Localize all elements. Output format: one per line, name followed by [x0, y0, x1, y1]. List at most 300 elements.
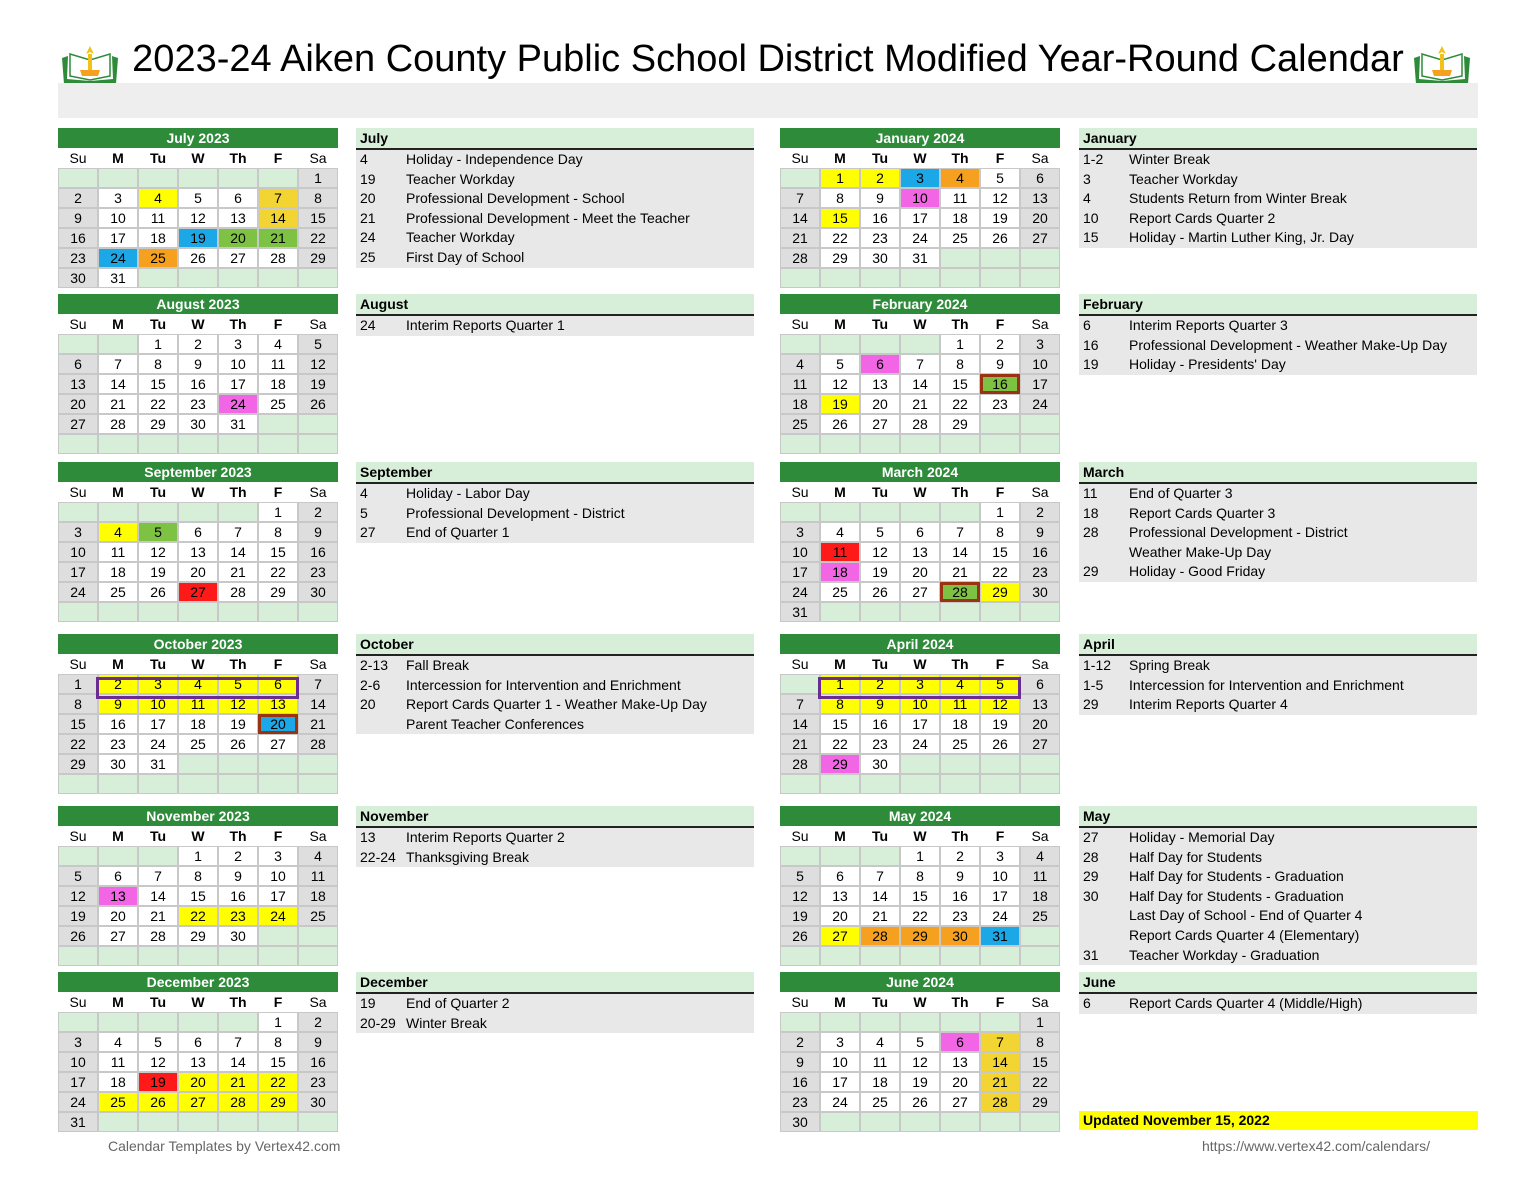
day-cell: 23: [860, 228, 900, 248]
weekday-label: Sa: [1031, 316, 1049, 332]
empty-cell: [860, 502, 900, 522]
day-grid: [58, 168, 338, 288]
empty-cell: [940, 774, 980, 794]
day-cell: 27: [940, 1092, 980, 1112]
events-month-header: July: [356, 128, 754, 150]
day-cell: 14: [218, 1052, 258, 1072]
event-row: [356, 523, 754, 543]
day-cell: 18: [940, 714, 980, 734]
day-cell: 12: [980, 694, 1020, 714]
event-date: 1-12: [1083, 657, 1112, 673]
day-cell: 24: [258, 906, 298, 926]
day-cell: 4: [98, 1032, 138, 1052]
day-cell: 9: [218, 866, 258, 886]
month-header: September 2023: [58, 462, 338, 482]
day-cell: 28: [780, 248, 820, 268]
day-cell: 23: [218, 906, 258, 926]
day-cell: 21: [940, 562, 980, 582]
empty-cell: [98, 846, 138, 866]
weekday-label: Tu: [149, 656, 167, 672]
empty-cell: [258, 268, 298, 288]
event-date: 4: [1083, 190, 1091, 207]
day-cell: 24: [900, 228, 940, 248]
day-cell: 10: [218, 354, 258, 374]
event-description: Holiday - Good Friday: [1129, 563, 1266, 580]
day-cell: 13: [58, 374, 98, 394]
day-cell: 24: [138, 734, 178, 754]
empty-cell: [258, 926, 298, 946]
empty-cell: [258, 602, 298, 622]
day-cell: 6: [178, 522, 218, 542]
event-description: Report Cards Quarter 4 (Elementary): [1129, 926, 1360, 943]
empty-cell: [258, 946, 298, 966]
day-cell: 9: [860, 694, 900, 714]
weekday-label: M: [112, 994, 124, 1010]
day-cell: 8: [298, 188, 338, 208]
day-cell: 6: [58, 354, 98, 374]
empty-cell: [298, 926, 338, 946]
day-cell: 8: [1020, 1032, 1060, 1052]
weekday-label: Tu: [149, 484, 167, 500]
empty-cell: [258, 168, 298, 188]
events-list: [356, 994, 754, 1033]
weekday-label: Tu: [149, 828, 167, 844]
empty-cell: [98, 602, 138, 622]
weekday-label: Su: [791, 828, 809, 844]
day-cell: 18: [298, 886, 338, 906]
event-row: [1079, 887, 1477, 907]
day-cell: 9: [780, 1052, 820, 1072]
event-date: 21: [360, 209, 376, 226]
event-row: [1079, 189, 1477, 209]
day-cell: 30: [860, 754, 900, 774]
day-cell: 21: [258, 228, 298, 248]
day-cell: 12: [58, 886, 98, 906]
day-cell: 22: [178, 906, 218, 926]
day-cell: 17: [900, 208, 940, 228]
day-cell: 22: [980, 562, 1020, 582]
day-cell: 12: [980, 188, 1020, 208]
event-date: 24: [360, 317, 376, 333]
day-cell: 23: [780, 1092, 820, 1112]
day-cell: 17: [138, 714, 178, 734]
day-grid: [58, 846, 338, 966]
empty-cell: [298, 414, 338, 434]
event-date: 13: [360, 829, 376, 845]
events-month-header: September: [356, 462, 754, 484]
day-cell: 19: [138, 562, 178, 582]
day-cell: 22: [1020, 1072, 1060, 1092]
credit-left-link[interactable]: Calendar Templates by Vertex42.com: [108, 1138, 341, 1154]
weekday-label: Sa: [1031, 656, 1049, 672]
day-cell: 14: [980, 1052, 1020, 1072]
event-description: Last Day of School - End of Quarter 4: [1129, 907, 1363, 924]
day-cell: 11: [178, 694, 218, 714]
day-cell: 3: [900, 674, 940, 694]
empty-cell: [138, 774, 178, 794]
day-cell: 21: [780, 228, 820, 248]
day-cell: 19: [980, 714, 1020, 734]
day-cell: 28: [98, 414, 138, 434]
weekday-header: [780, 992, 1060, 1012]
day-cell: 4: [298, 846, 338, 866]
month-header: February 2024: [780, 294, 1060, 314]
day-cell: 5: [138, 522, 178, 542]
day-cell: 23: [298, 1072, 338, 1092]
event-row: [1079, 523, 1477, 543]
day-cell: 9: [58, 208, 98, 228]
day-cell: 21: [98, 394, 138, 414]
day-cell: 12: [138, 542, 178, 562]
day-cell: 31: [218, 414, 258, 434]
month-events: [356, 294, 754, 336]
day-cell: 5: [298, 334, 338, 354]
event-row: [1079, 906, 1477, 926]
day-cell: 27: [178, 1092, 218, 1112]
month-events: [356, 806, 754, 867]
day-cell: 25: [860, 1092, 900, 1112]
weekday-header: [780, 482, 1060, 502]
empty-cell: [218, 754, 258, 774]
weekday-header: [58, 482, 338, 502]
day-cell: 29: [900, 926, 940, 946]
empty-cell: [298, 268, 338, 288]
day-cell: 18: [780, 394, 820, 414]
weekday-label: F: [273, 656, 283, 672]
empty-cell: [860, 946, 900, 966]
day-cell: 17: [58, 1072, 98, 1092]
day-cell: 29: [138, 414, 178, 434]
day-cell: 7: [218, 522, 258, 542]
day-cell: 22: [900, 906, 940, 926]
day-cell: 3: [218, 334, 258, 354]
empty-cell: [138, 846, 178, 866]
events-list: [356, 656, 754, 734]
weekday-label: Tu: [149, 994, 167, 1010]
month-calendar: [58, 806, 338, 966]
day-cell: 27: [178, 582, 218, 602]
day-cell: 23: [58, 248, 98, 268]
month-calendar: [780, 462, 1060, 622]
month-calendar: [780, 972, 1060, 1132]
day-cell: 2: [860, 674, 900, 694]
weekday-label: Tu: [149, 150, 167, 166]
day-grid: [58, 334, 338, 454]
event-date: 29: [1083, 696, 1099, 713]
weekday-label: Su: [791, 150, 809, 166]
day-cell: 6: [258, 674, 298, 694]
day-cell: 5: [860, 522, 900, 542]
day-cell: 10: [820, 1052, 860, 1072]
day-cell: 13: [1020, 188, 1060, 208]
day-cell: 13: [860, 374, 900, 394]
day-cell: 2: [218, 846, 258, 866]
events-month-header: February: [1079, 294, 1477, 316]
month-events: [356, 972, 754, 1033]
month-calendar: [780, 294, 1060, 454]
day-cell: 5: [900, 1032, 940, 1052]
day-cell: 13: [218, 208, 258, 228]
day-cell: 11: [820, 542, 860, 562]
day-cell: 3: [58, 1032, 98, 1052]
empty-cell: [218, 602, 258, 622]
empty-cell: [138, 168, 178, 188]
event-date: 22-24: [360, 848, 396, 865]
day-cell: 21: [138, 906, 178, 926]
day-cell: 28: [218, 582, 258, 602]
month-events: [1079, 294, 1477, 375]
event-date: 20: [360, 190, 376, 207]
day-cell: 15: [900, 886, 940, 906]
day-cell: 26: [138, 582, 178, 602]
day-cell: 4: [98, 522, 138, 542]
day-cell: 2: [178, 334, 218, 354]
day-cell: 12: [178, 208, 218, 228]
event-row: [1079, 355, 1477, 375]
weekday-label: Th: [229, 316, 247, 332]
event-date: 1-2: [1083, 151, 1104, 167]
empty-cell: [178, 268, 218, 288]
empty-cell: [178, 946, 218, 966]
day-cell: 6: [218, 188, 258, 208]
day-cell: 16: [980, 374, 1020, 394]
empty-cell: [218, 434, 258, 454]
day-cell: 3: [780, 522, 820, 542]
day-cell: 27: [258, 734, 298, 754]
day-cell: 14: [138, 886, 178, 906]
event-description: Holiday - Independence Day: [406, 151, 583, 167]
day-cell: 7: [138, 866, 178, 886]
day-cell: 8: [138, 354, 178, 374]
day-cell: 19: [900, 1072, 940, 1092]
empty-cell: [780, 268, 820, 288]
day-cell: 4: [178, 674, 218, 694]
day-cell: 17: [820, 1072, 860, 1092]
weekday-label: Th: [951, 828, 969, 844]
day-cell: 29: [178, 926, 218, 946]
empty-cell: [138, 1012, 178, 1032]
day-cell: 16: [780, 1072, 820, 1092]
month-calendar: [58, 294, 338, 454]
weekday-label: F: [995, 484, 1005, 500]
weekday-label: Th: [229, 656, 247, 672]
day-cell: 10: [1020, 354, 1060, 374]
day-cell: 20: [178, 1072, 218, 1092]
day-cell: 22: [258, 562, 298, 582]
empty-cell: [178, 502, 218, 522]
empty-cell: [98, 1112, 138, 1132]
weekday-header: [58, 992, 338, 1012]
day-cell: 29: [1020, 1092, 1060, 1112]
day-cell: 2: [98, 674, 138, 694]
day-cell: 30: [298, 1092, 338, 1112]
day-cell: 29: [820, 248, 860, 268]
day-cell: 19: [980, 208, 1020, 228]
day-cell: 30: [178, 414, 218, 434]
event-row: [356, 170, 754, 190]
weekday-label: M: [834, 484, 846, 500]
day-cell: 19: [780, 906, 820, 926]
day-cell: 14: [900, 374, 940, 394]
weekday-label: Su: [69, 316, 87, 332]
day-cell: 3: [58, 522, 98, 542]
day-cell: 31: [780, 602, 820, 622]
title-underline-band: [58, 83, 1478, 118]
day-cell: 25: [98, 1092, 138, 1112]
empty-cell: [980, 414, 1020, 434]
weekday-label: M: [834, 656, 846, 672]
events-list: [1079, 316, 1477, 375]
day-cell: 10: [138, 694, 178, 714]
day-cell: 24: [98, 248, 138, 268]
empty-cell: [58, 602, 98, 622]
day-cell: 10: [780, 542, 820, 562]
day-cell: 25: [780, 414, 820, 434]
day-cell: 10: [58, 542, 98, 562]
day-cell: 30: [940, 926, 980, 946]
day-cell: 18: [178, 714, 218, 734]
empty-cell: [58, 774, 98, 794]
day-grid: [780, 334, 1060, 454]
event-row: [1079, 150, 1477, 170]
weekday-header: [58, 826, 338, 846]
empty-cell: [780, 846, 820, 866]
event-row: [356, 504, 754, 524]
day-cell: 26: [980, 734, 1020, 754]
day-cell: 8: [940, 354, 980, 374]
day-cell: 24: [820, 1092, 860, 1112]
day-cell: 1: [138, 334, 178, 354]
empty-cell: [900, 774, 940, 794]
event-date: 4: [360, 151, 368, 167]
event-date: 16: [1083, 336, 1099, 353]
empty-cell: [900, 946, 940, 966]
empty-cell: [178, 434, 218, 454]
day-cell: 15: [138, 374, 178, 394]
day-cell: 4: [940, 674, 980, 694]
empty-cell: [1020, 1112, 1060, 1132]
day-cell: 2: [1020, 502, 1060, 522]
weekday-label: F: [273, 150, 283, 166]
events-month-header: October: [356, 634, 754, 656]
empty-cell: [780, 168, 820, 188]
event-date: 11: [1083, 485, 1098, 501]
weekday-label: W: [913, 656, 927, 672]
events-list: [356, 484, 754, 543]
empty-cell: [780, 502, 820, 522]
credit-right-link[interactable]: https://www.vertex42.com/calendars/: [1202, 1138, 1430, 1154]
empty-cell: [980, 248, 1020, 268]
month-events: [1079, 806, 1477, 965]
empty-cell: [980, 434, 1020, 454]
day-cell: 6: [1020, 168, 1060, 188]
day-cell: 20: [258, 714, 298, 734]
event-row: [356, 828, 754, 848]
weekday-label: F: [995, 150, 1005, 166]
day-cell: 12: [138, 1052, 178, 1072]
events-list: [356, 150, 754, 268]
day-cell: 24: [218, 394, 258, 414]
event-description: Teacher Workday: [406, 229, 515, 246]
day-grid: [58, 502, 338, 622]
event-row: [356, 248, 754, 268]
day-cell: 1: [258, 1012, 298, 1032]
day-cell: 2: [940, 846, 980, 866]
empty-cell: [298, 754, 338, 774]
weekday-header: [58, 314, 338, 334]
day-cell: 23: [98, 734, 138, 754]
event-description: Winter Break: [1129, 151, 1210, 167]
day-cell: 3: [258, 846, 298, 866]
day-cell: 26: [820, 414, 860, 434]
day-cell: 8: [258, 1032, 298, 1052]
empty-cell: [820, 434, 860, 454]
weekday-label: W: [913, 994, 927, 1010]
month-calendar: [780, 128, 1060, 288]
weekday-label: Sa: [309, 484, 327, 500]
empty-cell: [98, 946, 138, 966]
day-cell: 19: [298, 374, 338, 394]
empty-cell: [1020, 754, 1060, 774]
day-cell: 13: [900, 542, 940, 562]
day-cell: 7: [780, 694, 820, 714]
weekday-label: W: [913, 484, 927, 500]
event-date: [1079, 906, 1129, 926]
month-header: April 2024: [780, 634, 1060, 654]
day-cell: 16: [98, 714, 138, 734]
empty-cell: [940, 946, 980, 966]
event-description: Report Cards Quarter 4 (Middle/High): [1129, 995, 1363, 1011]
month-calendar: [58, 634, 338, 794]
month-events: [1079, 128, 1477, 248]
day-cell: 15: [258, 542, 298, 562]
event-date: 10: [1083, 209, 1099, 226]
day-cell: 21: [860, 906, 900, 926]
day-cell: 15: [980, 542, 1020, 562]
day-cell: 5: [58, 866, 98, 886]
event-description: Holiday - Memorial Day: [1129, 829, 1275, 845]
weekday-label: W: [191, 828, 205, 844]
day-cell: 19: [138, 1072, 178, 1092]
day-cell: 16: [298, 1052, 338, 1072]
day-cell: 16: [178, 374, 218, 394]
day-cell: 4: [138, 188, 178, 208]
day-cell: 13: [98, 886, 138, 906]
day-cell: 15: [940, 374, 980, 394]
day-grid: [780, 168, 1060, 288]
event-date: 27: [360, 524, 376, 541]
empty-cell: [900, 1112, 940, 1132]
empty-cell: [58, 502, 98, 522]
month-calendar: [780, 634, 1060, 794]
day-cell: 10: [58, 1052, 98, 1072]
event-row: [1079, 336, 1477, 356]
weekday-label: Su: [69, 828, 87, 844]
day-cell: 14: [780, 714, 820, 734]
empty-cell: [258, 774, 298, 794]
day-cell: 16: [1020, 542, 1060, 562]
month-calendar: [58, 462, 338, 622]
weekday-label: Tu: [871, 150, 889, 166]
day-cell: 14: [218, 542, 258, 562]
day-cell: 3: [138, 674, 178, 694]
day-cell: 5: [218, 674, 258, 694]
weekday-label: Th: [951, 150, 969, 166]
empty-cell: [218, 946, 258, 966]
empty-cell: [900, 602, 940, 622]
empty-cell: [980, 946, 1020, 966]
empty-cell: [940, 602, 980, 622]
